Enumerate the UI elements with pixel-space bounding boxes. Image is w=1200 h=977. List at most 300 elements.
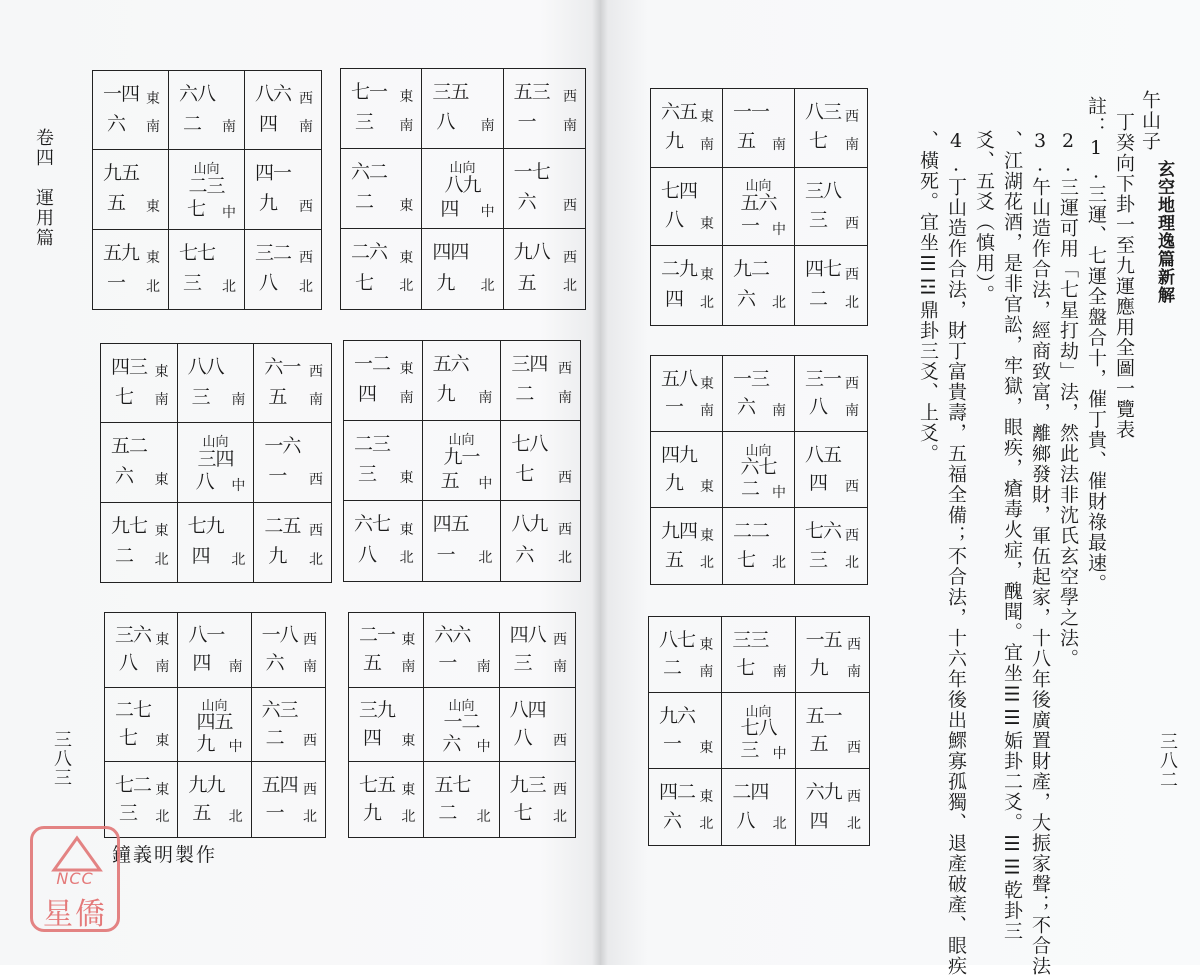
chart-cell (245, 230, 321, 309)
cell-stars: 三九 (359, 698, 396, 721)
cell-stars: 九九 (188, 773, 225, 796)
cell-stars: 八一 (188, 624, 225, 647)
cell-stars: 三三 (732, 628, 769, 651)
cell-stars: 五六 (432, 353, 469, 376)
cell-period-star: 六 (115, 465, 134, 488)
cell-period-star: 八 (665, 209, 684, 232)
cell-stars: 一三 (733, 367, 770, 390)
cell-direction: 西 (299, 198, 313, 215)
cell-stars: 五二 (111, 435, 148, 458)
chart-cell (649, 617, 722, 693)
chart-cell (651, 89, 723, 168)
cell-direction: 南 (478, 389, 493, 406)
cell-direction: 南 (845, 137, 859, 154)
cell-stars: 七六 (805, 519, 842, 542)
cell-period-star: 三 (809, 209, 828, 232)
cell-direction: 南 (155, 658, 170, 675)
cell-period-star: 一 (268, 465, 287, 488)
cell-direction: 中 (228, 739, 243, 756)
chart-l5 (104, 612, 326, 838)
cell-direction: 北 (399, 278, 414, 295)
cell-mountain-facing-label: 山向 (448, 432, 475, 448)
cell-stars: 二九 (661, 258, 698, 281)
cell-mountain-facing-label: 山向 (193, 162, 220, 178)
cell-direction: 南 (154, 392, 169, 409)
chart-cell (341, 69, 422, 149)
chart-cell (93, 150, 169, 229)
chart-cell (105, 688, 178, 763)
chart-cell (93, 230, 169, 309)
cell-period-star: 八 (119, 652, 138, 675)
cell-direction: 北 (303, 808, 317, 825)
cell-stars: 八九 (444, 173, 481, 196)
cell-period-star: 二 (265, 726, 284, 749)
chart-cell (344, 421, 423, 501)
cell-period-star: 一 (741, 215, 760, 238)
cell-direction: 南 (772, 663, 787, 680)
book-spine-shadow (592, 0, 608, 965)
cell-period-star: 五 (268, 385, 287, 408)
cell-direction: 西 (563, 249, 577, 266)
cell-period-star: 四 (358, 383, 377, 406)
cell-direction: 南 (308, 392, 323, 409)
chart-cell (178, 344, 255, 423)
cell-direction: 中 (772, 221, 786, 238)
cell-period-star: 三 (191, 385, 210, 408)
cell-period-star: 五 (517, 271, 536, 294)
cell-stars: 六五 (661, 100, 698, 123)
cell-stars: 二二 (733, 519, 770, 542)
cell-period-star: 一 (438, 652, 457, 675)
cell-period-star: 三 (513, 652, 532, 675)
cell-period-star: 七 (119, 726, 138, 749)
cell-stars: 九五 (103, 162, 140, 185)
cell-stars: 四八 (509, 624, 546, 647)
cell-direction: 西 (303, 733, 317, 750)
cell-direction: 北 (155, 808, 170, 825)
cell-direction: 中 (222, 205, 236, 222)
cell-direction: 東 (155, 632, 170, 649)
chart-cell (723, 89, 795, 168)
cell-direction: 東 (146, 198, 160, 215)
chart-cell (500, 762, 575, 837)
chart-cell (649, 693, 722, 769)
chart-cell (178, 503, 255, 582)
cell-stars: 一五 (805, 628, 842, 651)
chart-cell (105, 613, 178, 688)
cell-direction: 東 (399, 89, 414, 106)
chart-cell (504, 149, 585, 229)
cell-direction: 中 (772, 484, 786, 501)
chart-cell (169, 230, 245, 309)
chart-cell (101, 423, 178, 502)
chart-cell (501, 501, 580, 581)
cell-direction: 西 (308, 471, 323, 488)
cell-direction: 北 (399, 550, 414, 567)
cell-mountain-facing-label: 山向 (448, 699, 475, 715)
cell-direction: 東 (399, 197, 414, 214)
cell-stars: 三一 (805, 367, 842, 390)
cell-direction: 西 (845, 109, 859, 126)
cell-mountain-facing-label: 山向 (745, 704, 772, 720)
chart-cell (723, 168, 795, 247)
chart-cell (501, 421, 580, 501)
cell-period-star: 四 (192, 652, 211, 675)
cell-stars: 九六 (659, 704, 696, 727)
cell-direction: 北 (476, 808, 491, 825)
cell-period-star: 四 (363, 726, 382, 749)
chart-cell (795, 246, 867, 325)
cell-direction: 西 (299, 91, 313, 108)
cell-period-star: 七 (513, 802, 532, 825)
cell-period-star: 二 (741, 478, 760, 500)
cell-direction: 北 (231, 551, 246, 568)
cell-period-star: 九 (665, 130, 684, 153)
cell-stars: 六二 (351, 161, 388, 184)
cell-period-star: 三 (809, 548, 828, 571)
cell-direction: 北 (222, 278, 236, 295)
triangle-icon (51, 835, 103, 873)
cell-stars: 七七 (179, 241, 216, 264)
cell-period-star: 八 (259, 272, 278, 295)
cell-direction: 北 (700, 555, 714, 572)
cell-stars: 八六 (255, 83, 292, 106)
chart-cell (424, 762, 499, 837)
cell-direction: 東 (155, 733, 170, 750)
cell-period-star: 二 (515, 383, 534, 406)
cell-stars: 二一 (359, 624, 396, 647)
cell-direction: 中 (476, 739, 491, 756)
cell-stars: 七九 (187, 514, 224, 537)
cell-direction: 南 (303, 658, 317, 675)
cell-period-star: 四 (809, 809, 828, 832)
cell-direction: 東 (399, 469, 414, 486)
cell-direction: 北 (299, 278, 313, 295)
chart-cell (349, 688, 424, 763)
right-page (600, 0, 1200, 977)
chart-l2 (340, 68, 586, 310)
chart-cell (93, 71, 169, 150)
cell-direction: 北 (845, 555, 859, 572)
cell-period-star: 七 (187, 198, 206, 221)
cell-mountain-facing-label: 山向 (745, 179, 772, 195)
cell-direction: 南 (700, 137, 714, 154)
cell-stars: 七一 (351, 81, 388, 104)
cell-stars: 四七 (805, 258, 842, 281)
cell-direction: 東 (146, 250, 160, 267)
cell-stars: 七八 (511, 433, 548, 456)
body-line: 3.午山造作合法，經商致富，離鄉發財，軍伍起家，十八年後廣置財產，大振家聲；不合法 (1029, 130, 1051, 977)
chart-cell (500, 688, 575, 763)
cell-direction: 南 (231, 392, 246, 409)
cell-direction: 西 (563, 197, 577, 214)
cell-period-star: 五 (440, 469, 459, 492)
cell-direction: 南 (847, 663, 861, 680)
cell-period-star: 六 (107, 112, 126, 135)
cell-direction: 西 (303, 781, 317, 798)
chart-cell (341, 229, 422, 309)
cell-stars: 一二 (354, 353, 391, 376)
cell-direction: 南 (700, 402, 714, 419)
chart-cell (178, 762, 251, 837)
cell-period-star: 八 (436, 111, 455, 134)
chart-cell (341, 149, 422, 229)
cell-period-star: 二 (115, 545, 134, 568)
cell-direction: 東 (700, 266, 714, 283)
cell-direction: 東 (146, 91, 160, 108)
cell-period-star: 六 (265, 652, 284, 675)
cell-direction: 西 (557, 469, 572, 486)
cell-direction: 東 (154, 523, 169, 540)
cell-stars: 一四 (103, 83, 140, 106)
cell-stars: 八八 (187, 356, 224, 379)
cell-direction: 西 (845, 527, 859, 544)
cell-mountain-facing-label: 山向 (201, 699, 228, 715)
cell-period-star: 五 (809, 733, 828, 755)
cell-direction: 西 (303, 632, 317, 649)
cell-period-star: 七 (515, 463, 534, 486)
cell-stars: 三五 (432, 81, 469, 104)
cell-stars: 二五 (264, 514, 301, 537)
cell-stars: 二七 (115, 698, 152, 721)
cell-direction: 西 (563, 89, 577, 106)
cell-direction: 中 (772, 745, 787, 762)
cell-stars: 七八 (740, 716, 777, 739)
cell-stars: 三四 (511, 353, 548, 376)
cell-direction: 東 (699, 739, 714, 756)
cell-stars: 二三 (188, 174, 225, 197)
chart-cell (254, 344, 331, 423)
chart-cell (349, 762, 424, 837)
cell-direction: 北 (478, 550, 493, 567)
cell-direction: 西 (553, 733, 567, 750)
cell-stars: 六九 (805, 780, 842, 803)
cell-stars: 五七 (434, 773, 471, 796)
cell-direction: 東 (154, 471, 169, 488)
chart-cell (723, 246, 795, 325)
cell-stars: 九一 (443, 445, 480, 468)
cell-mountain-facing-label: 山向 (449, 160, 476, 176)
cell-period-star: 六 (737, 288, 756, 311)
chart-r2 (650, 355, 868, 585)
cell-direction: 中 (478, 476, 493, 493)
cell-period-star: 四 (259, 112, 278, 135)
cell-period-star: 五 (363, 652, 382, 675)
cell-direction: 中 (480, 204, 495, 221)
chart-cell (169, 71, 245, 150)
chart-cell (422, 69, 503, 149)
chart-cell (423, 421, 502, 501)
cell-direction: 東 (399, 361, 414, 378)
cell-period-star: 三 (358, 463, 377, 486)
chart-cell (651, 432, 723, 508)
cell-direction: 南 (299, 119, 313, 136)
cell-direction: 西 (553, 781, 567, 798)
cell-period-star: 七 (115, 385, 134, 408)
left-page (0, 0, 600, 965)
right-page-number: 三八二 (1157, 732, 1178, 789)
cell-stars: 七五 (359, 773, 396, 796)
cell-period-star: 一 (265, 802, 284, 825)
cell-period-star: 六 (737, 396, 756, 418)
maker-credit: 鐘義明製作 (112, 844, 218, 866)
chart-cell (245, 71, 321, 150)
cell-direction: 北 (154, 551, 169, 568)
cell-stars: 五六 (740, 192, 777, 215)
chart-cell (101, 503, 178, 582)
chart-cell (178, 423, 255, 502)
cell-direction: 東 (399, 521, 414, 538)
cell-direction: 東 (699, 636, 714, 653)
chart-cell (795, 168, 867, 247)
chart-cell (501, 341, 580, 421)
cell-direction: 北 (228, 808, 243, 825)
cell-stars: 五三 (513, 81, 550, 104)
cell-direction: 西 (557, 521, 572, 538)
cell-direction: 南 (772, 137, 786, 154)
cell-stars: 六七 (740, 455, 777, 478)
cell-direction: 南 (399, 117, 414, 134)
cell-stars: 六一 (264, 356, 301, 379)
cell-direction: 東 (700, 375, 714, 392)
cell-stars: 三四 (197, 447, 234, 470)
chart-cell (178, 688, 251, 763)
chart-cell (423, 501, 502, 581)
cell-stars: 四四 (432, 241, 469, 264)
cell-direction: 南 (401, 658, 416, 675)
cell-direction: 西 (845, 215, 859, 232)
chart-l1 (92, 70, 322, 310)
cell-period-star: 三 (119, 802, 138, 825)
chart-cell (504, 69, 585, 149)
cell-stars: 五四 (261, 773, 298, 796)
cell-direction: 南 (553, 658, 567, 675)
cell-stars: 六六 (434, 624, 471, 647)
chart-cell (344, 341, 423, 421)
cell-stars: 四五 (432, 513, 469, 536)
chart-cell (424, 613, 499, 688)
cell-direction: 東 (401, 781, 416, 798)
chart-cell (254, 423, 331, 502)
cell-mountain-facing-label: 山向 (745, 443, 772, 459)
cell-stars: 八三 (805, 100, 842, 123)
cell-period-star: 二 (438, 802, 457, 825)
chart-r1 (650, 88, 868, 326)
cell-direction: 北 (772, 294, 786, 311)
cell-period-star: 八 (736, 809, 755, 832)
cell-period-star: 四 (440, 197, 459, 220)
cell-direction: 南 (845, 402, 859, 419)
body-line: 爻、五爻（慎用）。 (973, 130, 995, 305)
cell-period-star: 八 (513, 726, 532, 749)
cell-direction: 東 (699, 788, 714, 805)
cell-direction: 東 (401, 632, 416, 649)
chart-cell (651, 508, 723, 584)
cell-period-star: 九 (196, 732, 215, 755)
cell-direction: 西 (308, 523, 323, 540)
ncc-stamp (30, 826, 120, 932)
chart-cell (723, 356, 795, 432)
cell-direction: 南 (563, 117, 577, 134)
cell-direction: 北 (146, 278, 160, 295)
chart-l6 (348, 612, 576, 838)
chart-cell (723, 432, 795, 508)
cell-direction: 北 (563, 278, 577, 295)
cell-direction: 西 (557, 361, 572, 378)
chart-r3 (648, 616, 870, 846)
cell-period-star: 九 (268, 545, 287, 568)
cell-direction: 東 (401, 733, 416, 750)
cell-direction: 南 (146, 119, 160, 136)
cell-period-star: 九 (259, 192, 278, 215)
cell-stars: 二六 (351, 241, 388, 264)
cell-direction: 東 (399, 249, 414, 266)
cell-stars: 八九 (511, 513, 548, 536)
chart-cell (422, 229, 503, 309)
cell-period-star: 六 (442, 732, 461, 755)
cell-direction: 東 (700, 109, 714, 126)
cell-period-star: 六 (517, 191, 536, 214)
stamp-chinese: 星僑 (43, 897, 107, 932)
cell-stars: 九七 (111, 514, 148, 537)
cell-period-star: 七 (809, 130, 828, 153)
cell-stars: 一二 (443, 710, 480, 733)
cell-stars: 六八 (179, 83, 216, 106)
chart-cell (252, 762, 325, 837)
cell-direction: 北 (480, 278, 495, 295)
chart-cell (795, 89, 867, 168)
cell-period-star: 二 (183, 112, 202, 135)
chart-cell (423, 341, 502, 421)
cell-period-star: 四 (665, 288, 684, 311)
cell-stars: 八五 (805, 443, 842, 466)
chart-l3 (100, 343, 332, 583)
cell-stars: 八四 (509, 698, 546, 721)
cell-stars: 九四 (661, 519, 698, 542)
cell-direction: 西 (553, 632, 567, 649)
chart-cell (795, 356, 867, 432)
cell-direction: 北 (772, 555, 786, 572)
left-running-head: 卷四 運用篇 (33, 128, 54, 248)
cell-direction: 北 (700, 294, 714, 311)
cell-period-star: 二 (355, 191, 374, 214)
cell-period-star: 三 (355, 111, 374, 134)
chart-cell (651, 356, 723, 432)
body-line: 、江湖花酒，是非官訟，牢獄，眼疾，瘡毒火症，醜聞。宜坐☰☰姤卦二爻。☰☰乾卦三 (1001, 130, 1023, 942)
cell-direction: 西 (299, 250, 313, 267)
cell-direction: 西 (847, 788, 861, 805)
cell-direction: 東 (700, 527, 714, 544)
cell-stars: 六七 (354, 513, 391, 536)
cell-stars: 七四 (661, 179, 698, 202)
cell-period-star: 二 (809, 288, 828, 311)
left-page-number: 三八三 (51, 730, 72, 787)
cell-direction: 西 (847, 739, 861, 756)
cell-period-star: 六 (515, 543, 534, 566)
cell-direction: 北 (772, 816, 787, 833)
cell-stars: 五八 (661, 367, 698, 390)
cell-period-star: 七 (736, 657, 755, 679)
cell-direction: 西 (308, 364, 323, 381)
body-line: 午山子 (1139, 90, 1161, 152)
cell-direction: 西 (845, 478, 859, 495)
cell-direction: 北 (553, 808, 567, 825)
chart-cell (178, 613, 251, 688)
cell-period-star: 七 (737, 548, 756, 571)
cell-period-star: 八 (195, 471, 214, 494)
cell-direction: 北 (699, 816, 714, 833)
cell-period-star: 二 (663, 657, 682, 679)
